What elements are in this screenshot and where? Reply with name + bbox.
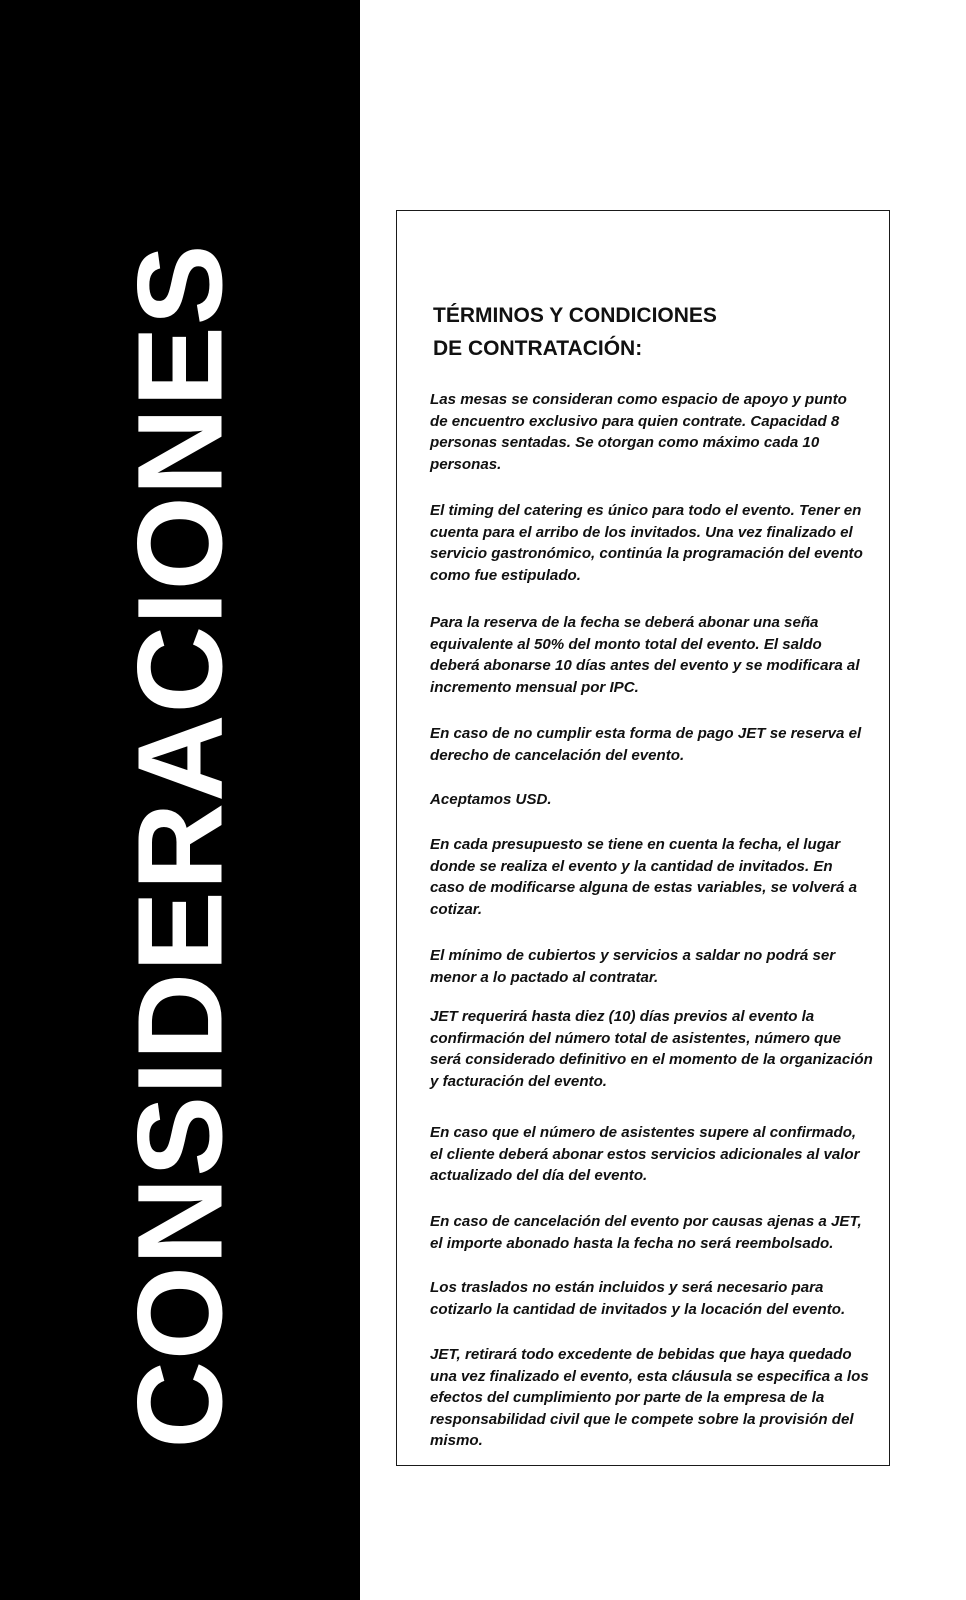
paragraph-line: cotizarlo la cantidad de invitados y la locación del evento. bbox=[430, 1300, 846, 1318]
terms-paragraph-payment bbox=[430, 723, 890, 766]
paragraph-line: incremento mensual por IPC. bbox=[430, 678, 639, 696]
terms-title bbox=[433, 299, 717, 365]
terms-paragraph-currency bbox=[430, 789, 890, 811]
paragraph-line: Los traslados no están incluidos y será necesario para bbox=[430, 1279, 824, 1296]
sidebar-title: CONSIDERACIONES bbox=[111, 243, 248, 1449]
paragraph-line: personas sentadas. Se otorgan como máximo cada 10 bbox=[430, 434, 820, 452]
paragraph-line: El mínimo de cubiertos y servicios a saldar no podrá ser bbox=[430, 947, 836, 964]
paragraph-line: donde se realiza el evento y la cantidad de invitados. En bbox=[430, 857, 833, 875]
paragraph-line: cotizar. bbox=[430, 900, 483, 918]
paragraph-line: cuenta para el arribo de los invitados. Una vez finalizado el bbox=[430, 523, 853, 541]
paragraph-line: el importe abonado hasta la fecha no será reembolsado. bbox=[430, 1234, 834, 1252]
terms-title-line: TÉRMINOS Y CONDICIONES bbox=[433, 304, 717, 327]
paragraph-line: En caso de no cumplir esta forma de pago JET se reserva el bbox=[430, 725, 862, 742]
paragraph-line: personas. bbox=[430, 455, 502, 473]
terms-box bbox=[396, 210, 890, 1466]
terms-paragraph-catering bbox=[430, 500, 890, 586]
paragraph-line: servicio gastronómico, continúa la programación del evento bbox=[430, 545, 863, 563]
paragraph-line: menor a lo pactado al contratar. bbox=[430, 968, 659, 986]
paragraph-line: responsabilidad civil que le compete sobre la provisión del bbox=[430, 1410, 854, 1428]
paragraph-line: de encuentro exclusivo para quien contrate. Capacidad 8 bbox=[430, 412, 840, 430]
paragraph-line: En caso de cancelación del evento por causas ajenas a JET, bbox=[430, 1213, 862, 1230]
terms-paragraph-reservation bbox=[430, 612, 890, 698]
paragraph-line: En caso que el número de asistentes supere al confirmado, bbox=[430, 1124, 857, 1141]
terms-paragraph-transport bbox=[430, 1277, 890, 1320]
paragraph-line: equivalente al 50% del monto total del evento. El saldo bbox=[430, 635, 822, 653]
paragraph-line: derecho de cancelación del evento. bbox=[430, 746, 685, 764]
terms-paragraph-tables bbox=[430, 389, 890, 475]
paragraph-line: mismo. bbox=[430, 1432, 483, 1450]
paragraph-line: Aceptamos USD. bbox=[430, 791, 552, 808]
paragraph-line: JET requerirá hasta diez (10) días previos al evento la bbox=[430, 1008, 815, 1025]
paragraph-line: En cada presupuesto se tiene en cuenta la fecha, el lugar bbox=[430, 836, 841, 853]
paragraph-line: una vez finalizado el evento, esta cláusula se especifica a los bbox=[430, 1367, 869, 1385]
paragraph-line: Las mesas se consideran como espacio de apoyo y punto bbox=[430, 391, 847, 408]
terms-title-line: DE CONTRATACIÓN: bbox=[433, 337, 643, 360]
paragraph-line: será considerado definitivo en el momento de la organización bbox=[430, 1051, 873, 1069]
paragraph-line: y facturación del evento. bbox=[430, 1072, 607, 1090]
paragraph-line: JET, retirará todo excedente de bebidas que haya quedado bbox=[430, 1346, 852, 1363]
sidebar-panel bbox=[0, 0, 360, 1600]
paragraph-line: Para la reserva de la fecha se deberá abonar una seña bbox=[430, 614, 819, 631]
paragraph-line: caso de modificarse alguna de estas variables, se volverá a bbox=[430, 879, 858, 897]
paragraph-line: deberá abonarse 10 días antes del evento y se modificara al bbox=[430, 657, 860, 675]
paragraph-line: El timing del catering es único para todo el evento. Tener en bbox=[430, 502, 862, 519]
paragraph-line: como fue estipulado. bbox=[430, 566, 581, 584]
paragraph-line: confirmación del número total de asistentes, número que bbox=[430, 1029, 841, 1047]
terms-paragraph-budget bbox=[430, 834, 890, 920]
paragraph-line: actualizado del día del evento. bbox=[430, 1167, 648, 1185]
terms-paragraph-extra-guests bbox=[430, 1122, 890, 1187]
paragraph-line: el cliente deberá abonar estos servicios adicionales al valor bbox=[430, 1145, 860, 1163]
terms-paragraph-confirmation bbox=[430, 1006, 890, 1092]
terms-paragraph-beverages bbox=[430, 1344, 890, 1452]
terms-paragraph-cancellation bbox=[430, 1211, 890, 1254]
paragraph-line: efectos del cumplimiento por parte de la empresa de la bbox=[430, 1389, 825, 1407]
terms-paragraph-minimum bbox=[430, 945, 890, 988]
